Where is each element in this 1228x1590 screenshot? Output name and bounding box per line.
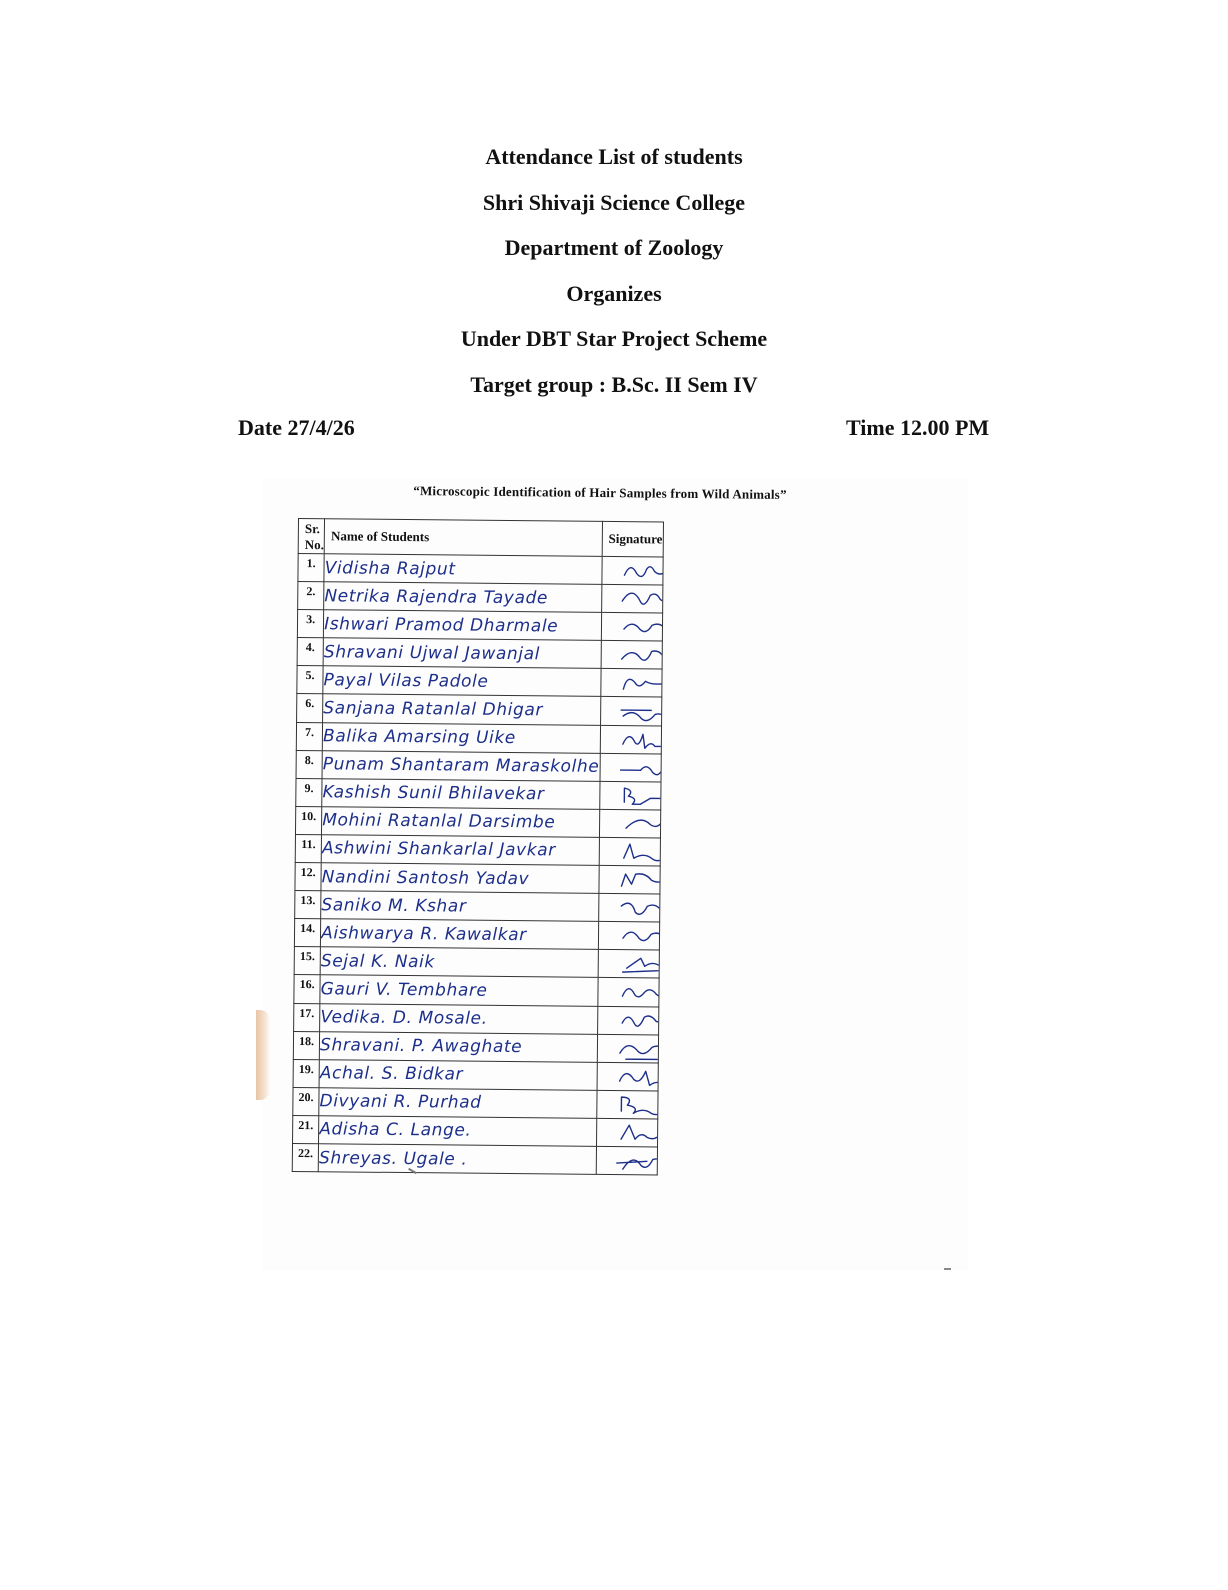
student-name-cell: Netrika Rajendra Tayade: [324, 582, 602, 613]
sr-no-cell: 10.: [295, 806, 321, 834]
student-name-cell: Gauri V. Tembhare: [320, 975, 598, 1006]
stray-mark: [944, 1268, 951, 1270]
handwritten-signature: [614, 1149, 656, 1173]
student-name-cell: Saniko M. Kshar: [321, 891, 599, 922]
student-name-cell: Adisha C. Lange.: [319, 1116, 597, 1147]
sr-no-cell: 14.: [294, 919, 320, 947]
student-name-cell: Vedika. D. Mosale.: [320, 1003, 598, 1034]
sr-no-cell: 13.: [295, 891, 321, 919]
signature-cell: [601, 584, 662, 613]
signature-cell: [596, 1146, 657, 1175]
signature-cell: [601, 613, 662, 642]
handwritten-signature: [618, 756, 660, 780]
handwritten-signature: [619, 700, 661, 724]
student-name-cell: Ashwini Shankarlal Javkar: [321, 835, 599, 866]
student-name-cell: Achal. S. Bidkar: [319, 1059, 597, 1090]
sr-no-cell: 21.: [293, 1115, 319, 1143]
handwritten-signature: [620, 559, 662, 583]
table-row: [296, 722, 661, 754]
sr-no-cell: 11.: [295, 834, 321, 862]
sr-no-cell: 9.: [296, 778, 322, 806]
header-sr-no: Sr. No.: [298, 518, 324, 553]
heading-line-scheme: Under DBT Star Project Scheme: [460, 326, 768, 351]
heading-line-department: Department of Zoology: [504, 235, 724, 260]
handwritten-signature: [618, 784, 660, 808]
signature-cell: [596, 1118, 657, 1147]
signature-cell: [600, 697, 661, 726]
heading-line-title: Attendance List of students: [485, 144, 743, 169]
date-label: Date 27/4/26: [238, 415, 355, 440]
student-name-cell: Balika Amarsing Uike: [322, 722, 600, 753]
handwritten-signature: [619, 671, 661, 695]
student-name-cell: Shreyas. Ugale .: [318, 1144, 596, 1175]
handwritten-signature: [620, 587, 662, 611]
sr-no-cell: 17.: [294, 1003, 320, 1031]
table-row: [293, 1059, 658, 1091]
student-name-cell: Sanjana Ratanlal Dhigar: [323, 694, 601, 725]
handwritten-signature: [615, 1093, 657, 1117]
sr-no-cell: 19.: [293, 1059, 319, 1087]
signature-cell: [602, 556, 663, 585]
signature-cell: [599, 809, 660, 838]
table-row: [294, 947, 659, 979]
sr-no-cell: 4.: [297, 638, 323, 666]
header-name: Name of Students: [324, 519, 602, 557]
signature-cell: [600, 753, 661, 782]
signature-cell: [599, 837, 660, 866]
table-row: [293, 1087, 658, 1119]
table-row: [292, 1143, 657, 1175]
heading-line-organizes: Organizes: [566, 280, 662, 306]
student-name-cell: Punam Shantaram Maraskolhe: [322, 750, 600, 781]
table-row: [298, 582, 663, 614]
table-header-row: [298, 518, 663, 556]
table-row: [295, 891, 660, 923]
signature-cell: [601, 669, 662, 698]
table-row: [297, 694, 662, 726]
finger-edge: [256, 1010, 270, 1100]
heading-block: [0, 134, 1228, 407]
signature-cell: [598, 950, 659, 979]
handwritten-signature: [616, 981, 658, 1005]
student-name-cell: Nandini Santosh Yadav: [321, 863, 599, 894]
signature-cell: [599, 781, 660, 810]
student-name-cell: Shravani. P. Awaghate: [319, 1031, 597, 1062]
student-name-cell: Kashish Sunil Bhilavekar: [322, 778, 600, 809]
signature-cell: [600, 725, 661, 754]
student-name-cell: Sejal K. Naik: [320, 947, 598, 978]
table-row: [295, 834, 660, 866]
signature-cell: [599, 865, 660, 894]
table-row: [297, 666, 662, 698]
table-row: [298, 553, 663, 585]
handwritten-signature: [617, 840, 659, 864]
table-row: [297, 638, 662, 670]
attendance-table: [292, 518, 664, 1176]
table-row: [293, 1031, 658, 1063]
handwritten-signature: [615, 1121, 657, 1145]
signature-cell: [597, 1006, 658, 1035]
sr-no-cell: 16.: [294, 975, 320, 1003]
handwritten-signature: [616, 952, 658, 976]
table-row: [295, 863, 660, 895]
signature-cell: [597, 1034, 658, 1063]
sr-no-cell: 7.: [296, 722, 322, 750]
signature-cell: [598, 894, 659, 923]
student-name-cell: Payal Vilas Padole: [323, 666, 601, 697]
table-row: [295, 806, 660, 838]
sr-no-cell: 18.: [293, 1031, 319, 1059]
signature-cell: [597, 1062, 658, 1091]
sr-no-cell: 1.: [298, 553, 324, 581]
table-row: [294, 1003, 659, 1035]
handwritten-signature: [615, 1065, 657, 1089]
student-name-cell: Shravani Ujwal Jawanjal: [323, 638, 601, 669]
sr-no-cell: 8.: [296, 750, 322, 778]
sr-no-cell: 2.: [298, 582, 324, 610]
sr-no-cell: 15.: [294, 947, 320, 975]
table-row: [296, 750, 661, 782]
sr-no-cell: 22.: [292, 1143, 318, 1171]
sr-no-cell: 20.: [293, 1087, 319, 1115]
signature-cell: [598, 922, 659, 951]
student-name-cell: Vidisha Rajput: [324, 554, 602, 585]
handwritten-signature: [617, 896, 659, 920]
signature-cell: [601, 641, 662, 670]
table-row: [296, 778, 661, 810]
time-label: Time 12.00 PM: [846, 415, 990, 440]
sr-no-cell: 12.: [295, 863, 321, 891]
handwritten-signature: [619, 643, 661, 667]
student-name-cell: Mohini Ratanlal Darsimbe: [322, 807, 600, 838]
attendance-rows: [292, 553, 663, 1175]
handwritten-signature: [618, 728, 660, 752]
handwritten-signature: [618, 812, 660, 836]
handwritten-signature: [616, 1009, 658, 1033]
student-name-cell: Aishwarya R. Kawalkar: [321, 919, 599, 950]
sheet-title: “Microscopic Identification of Hair Samples from Wild Animals”: [413, 483, 787, 502]
table-row: [293, 1115, 658, 1147]
sr-no-cell: 6.: [297, 694, 323, 722]
header-signature: Signature: [602, 521, 663, 557]
handwritten-signature: [617, 868, 659, 892]
sr-no-cell: 5.: [297, 666, 323, 694]
signature-cell: [596, 1090, 657, 1119]
table-row: [294, 919, 659, 951]
heading-line-college: Shri Shivaji Science College: [482, 189, 746, 215]
handwritten-signature: [616, 1037, 658, 1061]
student-name-cell: Divyani R. Purhad: [319, 1087, 597, 1118]
signature-cell: [598, 978, 659, 1007]
heading-line-target-group: Target group : B.Sc. II Sem IV: [470, 371, 758, 397]
student-name-cell: Ishwari Pramod Dharmale: [324, 610, 602, 641]
sr-no-cell: 3.: [297, 610, 323, 638]
handwritten-signature: [617, 924, 659, 948]
handwritten-signature: [620, 615, 662, 639]
table-row: [294, 975, 659, 1007]
table-row: [297, 610, 662, 642]
